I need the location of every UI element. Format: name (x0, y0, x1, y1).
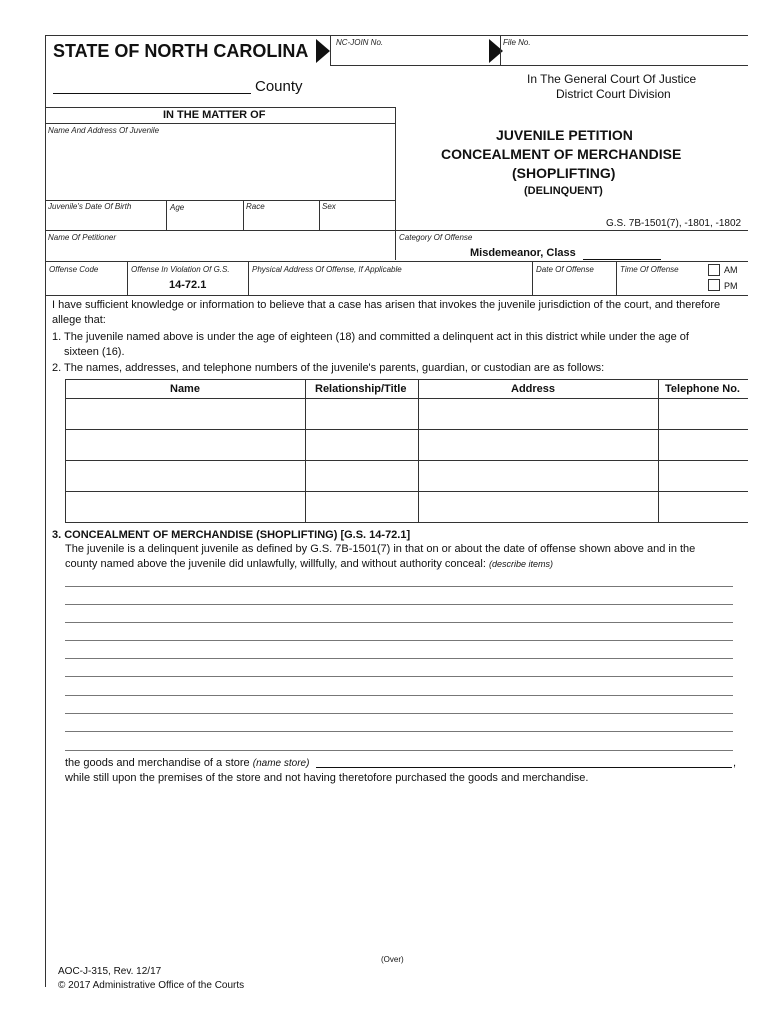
left-margin-line (45, 35, 46, 987)
table-col-divider (658, 379, 659, 522)
table-col-divider (418, 379, 419, 522)
item2-text: 2. The names, addresses, and telephone numbers of the juvenile's parents, guardian, or custodian are as follows: (52, 362, 605, 374)
section3-heading: 3. CONCEALMENT OF MERCHANDISE (SHOPLIFTING) [G.S. 14-72.1] (52, 529, 411, 541)
date-of-offense-label: Date Of Offense (536, 265, 594, 274)
intro-line-1: I have sufficient knowledge or information to believe that a case has arisen that invokes the juvenile jurisdiction of the court, and therefore (52, 299, 721, 311)
table-header-rule (65, 398, 748, 399)
age-divider (166, 200, 167, 230)
physical-address-label: Physical Address Of Offense, If Applicable (252, 265, 402, 274)
table-row-rule (65, 429, 748, 430)
col-header-telephone: Telephone No. (665, 383, 740, 395)
matter-heading-rule (45, 123, 395, 124)
violation-label: Offense In Violation Of G.S. (131, 265, 230, 274)
court-line-2: District Court Division (556, 87, 671, 101)
matter-heading: IN THE MATTER OF (163, 109, 266, 121)
table-col-divider (305, 379, 306, 522)
over-label: (Over) (381, 955, 404, 964)
race-divider (243, 200, 244, 230)
offense-code-label: Offense Code (49, 265, 99, 274)
class-input-line[interactable] (583, 259, 661, 260)
petitioner-top-rule (45, 230, 748, 231)
describe-line[interactable] (65, 731, 733, 732)
offense-top-rule (45, 261, 748, 262)
describe-line[interactable] (65, 604, 733, 605)
state-title: STATE OF NORTH CAROLINA (53, 41, 309, 61)
store-comma: , (733, 757, 737, 769)
pm-label: PM (724, 281, 738, 291)
dob-top-rule (45, 200, 395, 201)
race-label: Race (246, 202, 265, 211)
describe-line[interactable] (65, 640, 733, 641)
section3-line-2 (65, 557, 553, 572)
am-checkbox[interactable] (708, 264, 720, 276)
title-line-3: (SHOPLIFTING) (512, 165, 616, 181)
offense-divider-3 (532, 261, 533, 295)
court-line-1: In The General Court Of Justice (527, 72, 697, 86)
dob-label: Juvenile's Date Of Birth (48, 202, 132, 211)
violation-value: 14-72.1 (169, 279, 207, 291)
item1-line-1: 1. The juvenile named above is under the age of eighteen (18) and committed a delinquent act in this district while under the age of (52, 331, 689, 343)
form-id: AOC-J-315, Rev. 12/17 (58, 966, 162, 977)
col-header-address: Address (511, 383, 556, 395)
describe-line[interactable] (65, 586, 733, 587)
file-divider (500, 35, 501, 65)
describe-line[interactable] (65, 658, 733, 659)
am-label: AM (724, 265, 738, 275)
describe-line[interactable] (65, 750, 733, 751)
pm-checkbox[interactable] (708, 279, 720, 291)
describe-line[interactable] (65, 676, 733, 677)
describe-line[interactable] (65, 622, 733, 623)
table-row-rule (65, 491, 748, 492)
matter-right-border (395, 107, 396, 260)
table-bottom-rule (65, 522, 748, 523)
county-label: County (255, 78, 303, 95)
describe-line[interactable] (65, 695, 733, 696)
header-divider (330, 35, 331, 65)
offense-divider-2 (248, 261, 249, 295)
matter-top-rule (45, 107, 395, 108)
county-input-line[interactable] (53, 93, 251, 94)
name-address-label: Name And Address Of Juvenile (48, 126, 160, 135)
age-label: Age (170, 203, 185, 212)
table-left-border (65, 379, 66, 522)
time-of-offense-label: Time Of Offense (620, 265, 679, 274)
offense-divider-1 (127, 261, 128, 295)
premises-text: while still upon the premises of the store and not having theretofore purchased the goods and merchandise. (65, 772, 589, 784)
store-name-input-line[interactable] (316, 767, 732, 768)
section3-line-1: The juvenile is a delinquent juvenile as defined by G.S. 7B-1501(7) in that on or about the date of offense shown above and in the (65, 543, 696, 555)
copyright: © 2017 Administrative Office of the Courts (58, 980, 245, 991)
petitioner-label: Name Of Petitioner (48, 233, 117, 242)
goods-text-line (65, 756, 309, 771)
header-top-rule (45, 35, 748, 36)
table-row-rule (65, 460, 748, 461)
offense-divider-4 (616, 261, 617, 295)
describe-line[interactable] (65, 713, 733, 714)
intro-line-2: allege that: (52, 314, 106, 326)
nc-join-label: NC-JOIN No. (336, 38, 384, 47)
col-header-name: Name (170, 383, 200, 395)
item1-line-2: sixteen (16). (64, 346, 125, 358)
title-line-1: JUVENILE PETITION (496, 127, 633, 143)
statute-reference: G.S. 7B-1501(7), -1801, -1802 (606, 218, 742, 229)
section3-line-2-text: county named above the juvenile did unlawfully, willfully, and without authority conceal: (65, 558, 486, 570)
title-line-2: CONCEALMENT OF MERCHANDISE (441, 146, 682, 162)
table-top-rule (65, 379, 748, 380)
file-bottom-rule (330, 65, 748, 66)
title-line-4: (DELINQUENT) (524, 185, 603, 197)
offense-bottom-rule (45, 295, 748, 296)
sex-label: Sex (322, 202, 336, 211)
state-arrow-icon (316, 39, 330, 63)
name-store-hint: (name store) (252, 758, 310, 769)
file-no-label: File No. (503, 38, 531, 47)
category-label: Category Of Offense (399, 233, 473, 242)
describe-items-hint: (describe items) (488, 559, 553, 569)
category-value: Misdemeanor, Class (470, 247, 576, 259)
col-header-relationship: Relationship/Title (315, 383, 407, 395)
goods-text: the goods and merchandise of a store (65, 757, 250, 769)
sex-divider (319, 200, 320, 230)
